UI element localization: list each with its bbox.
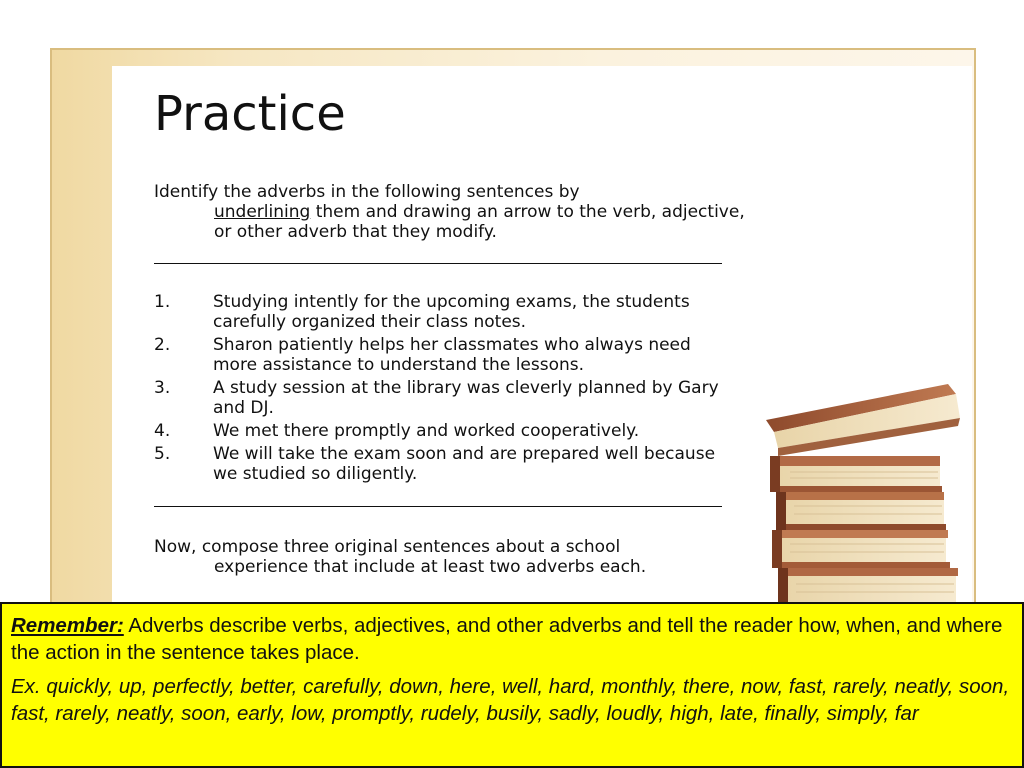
compose-line2: experience that include at least two adverbs each.: [214, 557, 647, 577]
item-number: 1.: [154, 292, 171, 312]
adverb-examples: Ex. quickly, up, perfectly, better, carefully, down, here, well, hard, monthly, there, now, fast, rarely, neatly, soon, fast, rarely, neatly, soon, early, low, promptly, rudely, busily, sadly, loudly, high, late, finally, simply, far: [11, 675, 1010, 725]
item-number: 4.: [154, 421, 171, 441]
slide-title: Practice: [154, 86, 346, 142]
item-number: 5.: [154, 444, 171, 464]
remember-text: Adverbs describe verbs, adjectives, and other adverbs and tell the reader how, when, and where the action in the sentence takes place.: [11, 614, 1003, 664]
item-number: 3.: [154, 378, 171, 398]
item-number: 2.: [154, 335, 171, 355]
item-text: Studying intently for the upcoming exams, the students carefully organized their class notes.: [213, 292, 690, 332]
item-text: Sharon patiently helps her classmates who always need more assistance to understand the lessons.: [213, 335, 691, 375]
divider-bottom: [154, 506, 722, 507]
instructions-rest: them and drawing an arrow to the verb, adjective, or other adverb that they modify.: [214, 202, 745, 242]
item-text: A study session at the library was cleverly planned by Gary and DJ.: [213, 378, 719, 418]
instructions-indent: [154, 202, 754, 242]
instructions-line1: Identify the adverbs in the following sentences by: [154, 182, 580, 202]
list-item: [154, 444, 734, 484]
list-item: [154, 378, 734, 418]
compose-instructions: [154, 537, 754, 577]
instructions: [154, 182, 754, 242]
underlined-word: underlining: [214, 202, 311, 222]
list-item: [154, 335, 734, 375]
book-stack-icon: [760, 378, 970, 604]
sentence-list: [154, 292, 734, 487]
list-item: [154, 421, 734, 441]
remember-callout: [0, 602, 1024, 768]
item-text: We met there promptly and worked cooperatively.: [213, 421, 640, 441]
divider-top: [154, 263, 722, 264]
compose-line1: Now, compose three original sentences about a school: [154, 537, 621, 557]
list-item: [154, 292, 734, 332]
item-text: We will take the exam soon and are prepared well because we studied so diligently.: [213, 444, 716, 484]
remember-label: Remember:: [11, 614, 124, 637]
remember-definition: [11, 612, 1014, 666]
